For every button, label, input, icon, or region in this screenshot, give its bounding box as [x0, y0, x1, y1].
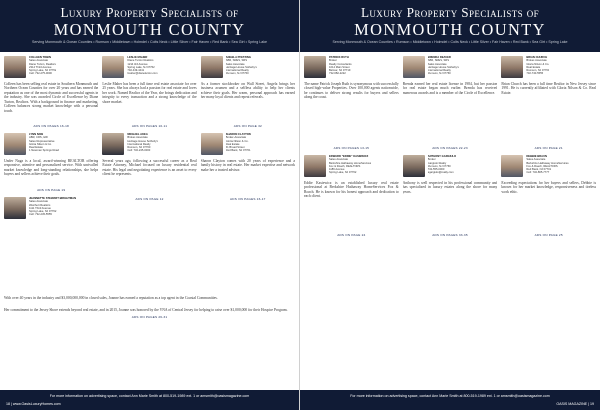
agent-line: 732-682-2222: [329, 72, 346, 76]
ad-page-ref: ADS ON PAGES 13-15: [333, 146, 370, 150]
agent-name: ANTHONY GARGIULO: [427, 155, 457, 158]
agent-line: ABR, SRES, SRS: [427, 59, 450, 63]
left-col-2: [102, 56, 196, 291]
left-banner: [0, 0, 299, 52]
agent-bio: Colleen has been selling real estate in Southern Monmouth and Northern Ocean Counties for over 20 years and has earned the reputation as one of the most dynamic and successful agents in the industry. She was awarded Circle of Excellence by Diane Turton, Realtors. With a background in finance and marketing, Colleen balances strong market knowledge with a personal touch.: [4, 82, 99, 113]
agent-line: 732-740-5555: [526, 72, 544, 76]
agent-card: [102, 133, 196, 157]
agent-bio: Eddie Kasiewicz is an established luxury real estate professional at Berkshire Hathaway HomeServices Fox & Roach. He is known for his honest approach and dedication to each client.: [304, 181, 399, 199]
agent-info: [29, 56, 56, 80]
agent-line: Real Estate: [225, 142, 240, 146]
agent-line: Fox & Roach, REALTORS: [329, 164, 361, 168]
agent-line: Spring Lake, NJ 07762: [329, 171, 357, 175]
agent-line: Rumson, NJ 07760: [427, 72, 451, 76]
agent-photo: [304, 56, 326, 78]
footer-advertising-note: For more information on advertising space, contact Ann Marie Smith at 800-519-1989 ext. 1 or amsmith@oasismagazine.com: [350, 394, 550, 398]
left-footer: [0, 390, 299, 410]
agent-line: Cell: 732-245-5555: [29, 213, 52, 217]
agent-photo: [102, 133, 124, 155]
agent-line: Gargiulo Realty: [427, 161, 447, 165]
agent-line: Cell: 732-245-0000: [127, 149, 151, 153]
featured-agent-text: [4, 296, 295, 324]
agent-photo: [4, 56, 26, 78]
agent-info: [526, 56, 549, 80]
agent-line: Fox & Roach, REALTORS: [526, 164, 558, 168]
agent-line: Spring Lake, NJ 07762: [29, 69, 57, 72]
agent-name: LESLIE MAHER: [127, 56, 148, 59]
agent-line: Sales Associate: [29, 200, 48, 204]
ad-page-ref: ADS ON PAGES 10-11: [131, 124, 168, 128]
agent-card: [304, 155, 399, 179]
agent-line: Belmar, NJ 07719: [329, 69, 351, 72]
right-col-1: [304, 56, 399, 381]
agent-card: [4, 133, 98, 157]
agent-card: [102, 56, 196, 80]
ad-page-ref: ADS ON PAGES 16-17: [230, 197, 266, 201]
agent-bio: Brenda earned her real estate license in 1984, but her passion for real estate began much earlier. Brenda has received numerous awards and is a member of the Circle of Excellence.: [402, 82, 498, 95]
agent-photo: [304, 155, 326, 177]
ad-page-ref: ADS ON PAGE 32: [233, 124, 262, 128]
agent-info: [428, 56, 459, 80]
agent-line: Gloria Nilson & Co.: [526, 62, 550, 66]
agent-photo: [4, 133, 26, 155]
agent-line: Realty Consultants: [329, 62, 352, 66]
agent-line: lmaher@dianeturton.com: [127, 72, 158, 76]
agent-name: LYNN NAW: [29, 133, 44, 136]
agent-info: [428, 155, 456, 179]
agent-line: 1 Newman Springs Road: [29, 149, 59, 153]
agent-name: JEANNETTE STEWART BRIGHTMAN: [29, 197, 77, 200]
agent-name: SHARON CLAYTON: [225, 133, 251, 136]
agent-info: [29, 197, 76, 221]
agent-photo: [501, 56, 523, 78]
agent-photo: [201, 56, 223, 78]
agent-line: Heritage House Sotheby's: [427, 65, 459, 69]
agent-name: BRIAN CHURCH: [526, 56, 548, 59]
agent-info: [226, 56, 257, 80]
agent-bio: Leslie Maher has been a full time real estate associate for over 25 years. She has always had a passion for real estate and loves her work. Named Realtor of the Year, she brings dedication and integrity to every transaction and a strong knowledge of the shore market.: [102, 82, 197, 104]
agent-line: Gloria Nilson & Co.: [29, 142, 52, 146]
agent-line: ABR, SRES, SRS: [225, 59, 248, 63]
agent-info: [329, 56, 352, 80]
ad-page-ref: ADS ON PAGES 33-35: [432, 233, 468, 237]
agent-name: MICHAEL AKEA: [127, 133, 148, 136]
agent-line: agargiulo@realty.com: [427, 171, 454, 175]
agent-line: Spring Lake, NJ 07762: [127, 65, 155, 69]
agent-line: Broker-Associate: [225, 136, 247, 140]
agent-line: Rumson, NJ 07760: [225, 72, 249, 76]
ad-page-ref: ADS ON PAGES 22-23: [432, 146, 468, 150]
agent-photo: [403, 155, 425, 177]
agent-card: [304, 56, 399, 80]
agent-card: [201, 56, 295, 80]
ad-page-ref: ADS ON PAGES 26-31: [131, 314, 168, 319]
agent-line: Real Estate: [29, 146, 43, 149]
agent-line: ABR, CRS, GRI: [29, 136, 48, 140]
agent-line: Spring Lake, NJ 07762: [29, 210, 57, 213]
agent-line: Rumson, NJ 07760: [427, 164, 451, 168]
agent-card: [403, 155, 498, 179]
agent-line: Berkshire Hathaway HomeServices: [329, 161, 372, 165]
agent-line: Weichert Realtors: [29, 203, 51, 207]
agent-info: [329, 155, 371, 179]
agent-line: Rumson, NJ 07760: [127, 146, 151, 149]
agent-line: International Realty: [225, 69, 249, 72]
agent-photo: [102, 56, 124, 78]
agent-line: Cell: 732-865-7777: [526, 171, 550, 175]
left-col-3: [201, 56, 295, 291]
right-banner: [300, 0, 600, 52]
agent-card: [501, 155, 596, 179]
agent-line: Cell: 732-275-0000: [29, 72, 52, 76]
right-col-3: [501, 56, 596, 381]
agent-line: Sales Associate: [427, 62, 447, 66]
agent-bio: Several years ago, following a successful career as a Real Estate Attorney, Michael focused on luxury residential real estate. His legal and negotiating experience is an asset to every client he represents.: [102, 159, 197, 177]
agent-line: Gloria Nilson & Co.: [225, 139, 249, 143]
agent-name: BRENDA DEAVER: [427, 56, 451, 59]
agent-line: Heritage House Sotheby's: [225, 65, 257, 69]
agent-line: Diane Turton Realtors: [127, 59, 154, 63]
agent-line: Broker: [329, 59, 337, 63]
footer-advertising-note: For more information on advertising space, contact Ann Marie Smith at 800-519-1989 ext. 1 or amsmith@oasismagazine.com: [49, 394, 250, 398]
right-footer: [300, 390, 600, 410]
agent-card: [4, 197, 98, 221]
agent-line: Broker-Associate: [526, 59, 547, 63]
right-columns: [304, 56, 596, 381]
agent-line: 1214 3rd Avenue: [127, 62, 148, 66]
footer-page-number: OASIS MAGAZINE | 19: [556, 402, 594, 406]
left-columns: [4, 56, 295, 291]
agent-bio: Exceeding expectations for her buyers and sellers, Debbie is known for her market knowledge, responsiveness and tireless work ethic.: [501, 181, 597, 194]
ad-page-ref: ADS ON PAGE 19: [37, 188, 66, 192]
left-col-1: [4, 56, 98, 291]
agent-bio: The name Patrick Joseph Ruth is synonymous with successfully closed high-value Properties. Over 100,000 agents nationwide, he continues to deliver strong results for buyers and sellers along the coast.: [304, 82, 399, 100]
agent-line: Sales Representative: [29, 139, 55, 143]
right-page: [300, 0, 600, 410]
agent-line: Berkshire Hathaway HomeServices: [526, 161, 569, 165]
agent-line: 61 Broad Street: [225, 146, 245, 149]
ad-page-ref: ADS ON PAGES 16-18: [33, 124, 69, 128]
agent-info: [226, 133, 251, 157]
agent-line: Red Bank, NJ 07701: [225, 149, 251, 153]
ad-page-ref: ADS ON PAGE 24: [337, 233, 366, 237]
agent-photo: [201, 133, 223, 155]
agent-card: [201, 133, 295, 157]
banner-title-line1: Luxury Property Specialists of: [60, 5, 239, 20]
agent-bio: As a former stockbroker on Wall Street, Angela brings her business acumen and a selfless ability to help her clients achieve their goals. Her warm, personal approach has earned her many loyal clients and repeat referrals.: [200, 82, 295, 100]
agent-line: Heritage House Sotheby's: [127, 139, 159, 143]
banner-title-line1: Luxury Property Specialists of: [360, 5, 540, 20]
agent-line: 1111 Third Avenue: [29, 206, 51, 210]
agent-name: DEBBIE BRAUN: [526, 155, 547, 158]
banner-coverage: Serving Monmouth & Ocean Counties • Rumson • Middletown • Holmdel • Colts Neck • Little Silver • Fair Haven • Red Bank • Sea Girt • Spring Lake: [31, 40, 268, 44]
agent-name: EDWARD "EDDIE" KASIEWICZ: [329, 155, 369, 158]
agent-line: 732-449-4441: [127, 69, 145, 72]
agent-line: 732-555-0000: [427, 168, 445, 171]
agent-line: International Realty: [427, 69, 451, 72]
agent-name: COLLEEN TOBIN: [29, 56, 51, 59]
agent-line: 2314 Third Avenue: [29, 65, 52, 69]
agent-name: PATRICK RUTH: [329, 56, 349, 59]
agent-bio: Anthony is well respected in his professional community and has specialized in luxury estates along the shore for many years.: [402, 181, 498, 194]
agent-info: [29, 133, 59, 157]
ad-page-ref: ADS ON PAGE 21: [534, 146, 563, 150]
agent-info: [127, 56, 157, 80]
right-col-2: [403, 56, 498, 381]
agent-photo: [403, 56, 425, 78]
agent-line: Sales Associate: [329, 158, 348, 162]
agent-line: Rumson, NJ 07760: [526, 69, 550, 72]
agent-bio: Sharon Clayton comes with 20 years of experience and a family history in real estate. Her market expertise and network make her a trusted advisor.: [200, 159, 295, 172]
agent-card: [501, 56, 596, 80]
agent-line: 1186 Avenue: [329, 168, 345, 171]
agent-bio: Brian Church has been a full time Realtor in New Jersey since 1991. He is currently affiliated with Gloria Nilson & Co. Real Estate.: [501, 82, 597, 95]
featured-text-1: With over 40 years in the industry and $3,000,000,000 in closed sales, Joanne has earned a reputation as a top agent in the Coastal Communities.: [4, 296, 218, 300]
agent-info: [127, 133, 158, 157]
agent-line: Sales Associate: [526, 158, 546, 162]
agent-line: Real Estate: [526, 65, 541, 69]
agent-line: Sales Associate: [225, 62, 245, 66]
agent-photo: [4, 197, 26, 219]
ad-page-ref: ADS ON PAGE 25: [534, 233, 563, 237]
agent-line: Diane Turton, Realtors: [29, 62, 56, 66]
agent-card: [403, 56, 498, 80]
agent-name: ANGELA PFETZING: [225, 56, 251, 59]
agent-bio: Under Naga is a local, award-winning REALTOR offering responsive, attentive and personalized service. With unrivalled market knowledge and long-standing relationships, she helps buyers and sellers achieve their goals.: [4, 159, 99, 177]
footer-page-number: 18 | www.OasisLuxuryHomes.com: [6, 402, 61, 406]
banner-coverage: Serving Monmouth & Ocean Counties • Rumson • Middletown • Holmdel • Colts Neck • Little Silver • Fair Haven • Red Bank • Sea Girt • Spring Lake: [332, 40, 568, 44]
agent-line: Broker: [427, 158, 436, 162]
featured-text-2: Her commitment to the Jersey Shore extends beyond real estate, and in 2015, Joanne was honored by the VNA of Central Jersey for helping to raise over $1,000,000 for their Hospice Program.: [4, 308, 288, 313]
banner-title-line2: MONMOUTH COUNTY: [53, 20, 246, 39]
agent-line: Red Bank, NJ 07701: [526, 168, 552, 171]
agent-photo: [501, 155, 523, 177]
agent-line: 1014 Main Street: [329, 65, 350, 69]
ad-page-ref: ADS ON PAGE 12: [135, 197, 164, 201]
agent-card: [4, 56, 98, 80]
agent-line: Sales Associate: [29, 59, 48, 63]
agent-info: [526, 155, 568, 179]
agent-line: International Realty: [127, 142, 151, 146]
banner-title-line2: MONMOUTH COUNTY: [354, 20, 546, 39]
agent-line: Broker-Associate: [127, 136, 148, 140]
